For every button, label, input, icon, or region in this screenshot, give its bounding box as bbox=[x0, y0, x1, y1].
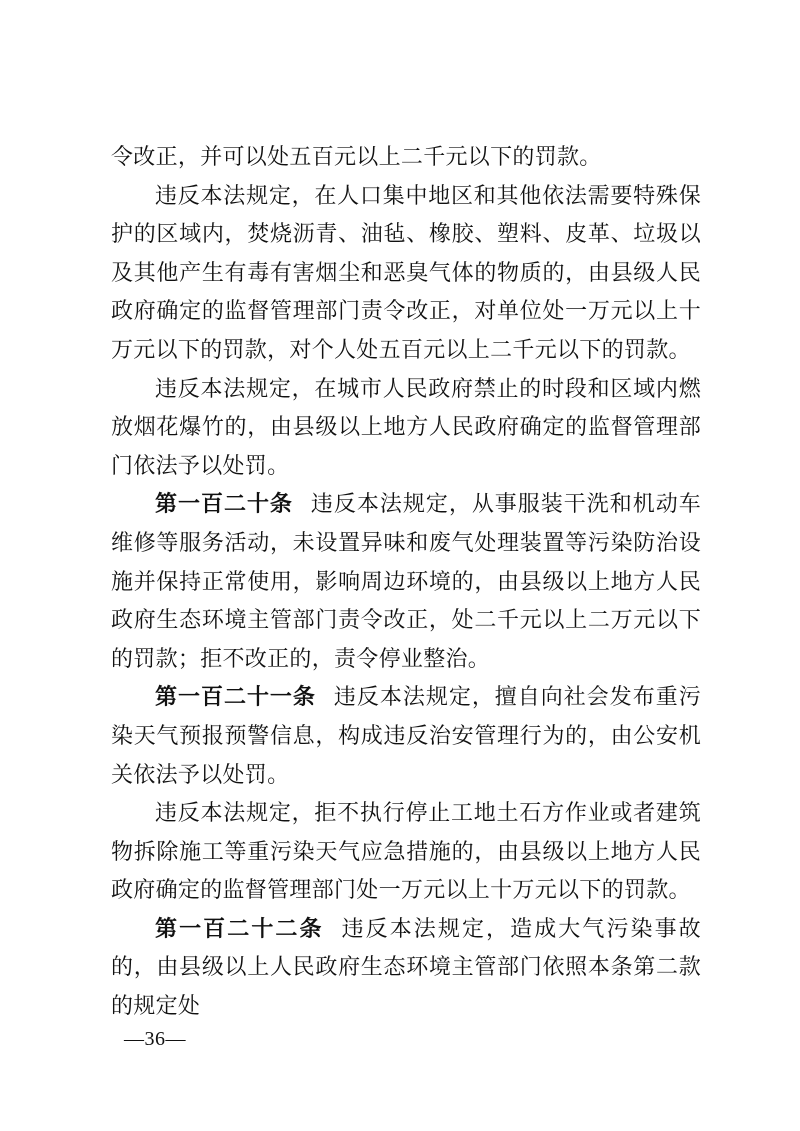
document-body bbox=[111, 139, 701, 1027]
page-number: —36— bbox=[124, 1028, 186, 1050]
paragraph bbox=[111, 795, 701, 911]
paragraph-continuation bbox=[111, 139, 701, 178]
paragraph-text: 违反本法规定，在城市人民政府禁止的时段和区域内燃放烟花爆竹的，由县级以上地方人民政府确定的监督管理部门依法予以处罚。 bbox=[111, 376, 701, 479]
paragraph-text: 违反本法规定，擅自向社会发布重污染天气预报预警信息，构成违反治安管理行为的，由公安机关依法予以处罚。 bbox=[111, 685, 701, 788]
article-number: 第一百二十一条 bbox=[155, 685, 316, 711]
paragraph bbox=[111, 178, 701, 371]
paragraph-text: 违反本法规定，造成大气污染事故的，由县级以上人民政府生态环境主管部门依照本条第二款的规定处 bbox=[111, 916, 701, 1020]
paragraph-text: 令改正，并可以处五百元以上二千元以下的罚款。 bbox=[111, 145, 602, 170]
article-number: 第一百二十条 bbox=[155, 492, 293, 518]
article-paragraph bbox=[111, 679, 701, 795]
paragraph-text: 违反本法规定，在人口集中地区和其他依法需要特殊保护的区域内，焚烧沥青、油毡、橡胶、塑料、皮革、垃圾以及其他产生有毒有害烟尘和恶臭气体的物质的，由县级人民政府确定的监督管理部门责令改正，对单位处一万元以上十万元以下的罚款，对个人处五百元以上二千元以下的罚款。 bbox=[111, 183, 701, 363]
paragraph bbox=[111, 371, 701, 487]
article-paragraph bbox=[111, 486, 701, 679]
article-paragraph bbox=[111, 911, 701, 1027]
article-number: 第一百二十二条 bbox=[155, 916, 324, 942]
paragraph-text: 违反本法规定，从事服装干洗和机动车维修等服务活动，未设置异味和废气处理装置等污染防治设施并保持正常使用，影响周边环境的，由县级以上地方人民政府生态环境主管部门责令改正，处二千元以上二万元以下的罚款；拒不改正的，责令停业整治。 bbox=[111, 492, 701, 672]
paragraph-text: 违反本法规定，拒不执行停止工地土石方作业或者建筑物拆除施工等重污染天气应急措施的，由县级以上地方人民政府确定的监督管理部门处一万元以上十万元以下的罚款。 bbox=[111, 801, 701, 904]
